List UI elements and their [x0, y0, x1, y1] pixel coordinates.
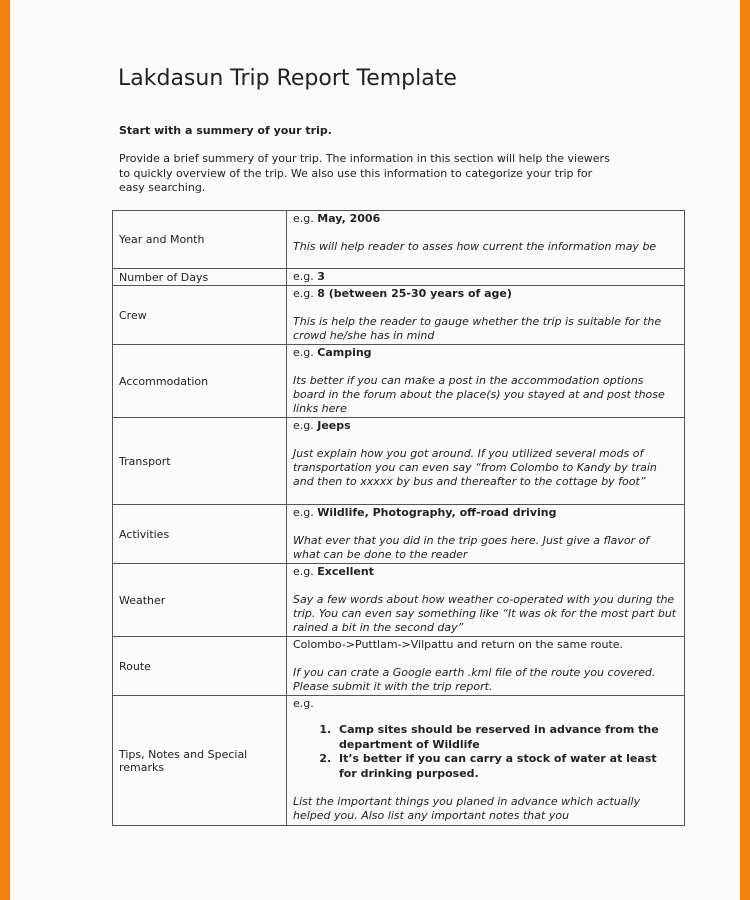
row-label: Weather	[113, 564, 287, 637]
row-label: Transport	[113, 418, 287, 505]
row-label: Route	[113, 637, 287, 696]
row-value	[287, 211, 685, 269]
table-row	[113, 269, 685, 286]
row-label: Tips, Notes and Special remarks	[113, 696, 287, 826]
table-row	[113, 505, 685, 564]
hint-text: This is help the reader to gauge whether the trip is suitable for the crowd he/she has in mind	[293, 315, 662, 342]
example-value: Excellent	[317, 565, 374, 578]
hint-text: This will help reader to asses how current the information may be	[293, 240, 657, 253]
table-row	[113, 696, 685, 826]
example-value: Wildlife, Photography, off-road driving	[317, 506, 557, 519]
table-row	[113, 345, 685, 418]
table-row	[113, 211, 685, 269]
example-value: Camping	[317, 346, 372, 359]
example-prefix: e.g.	[293, 419, 318, 432]
hint-text: Its better if you can make a post in the accommodation options board in the forum about the place(s) you stayed at and post those links here	[293, 374, 665, 415]
row-label: Year and Month	[113, 211, 287, 269]
row-value	[287, 696, 685, 826]
example-prefix: e.g.	[293, 346, 318, 359]
table-row	[113, 418, 685, 505]
example-value: May, 2006	[317, 212, 381, 225]
hint-text: Say a few words about how weather co-operated with you during the trip. You can even say something like “It was ok for the most part but rained a bit in the second day”	[293, 593, 677, 634]
row-label: Accommodation	[113, 345, 287, 418]
example-prefix: e.g.	[293, 697, 314, 710]
row-value	[287, 418, 685, 505]
example-prefix: e.g.	[293, 270, 318, 283]
example-value: 8 (between 25-30 years of age)	[317, 287, 512, 300]
example-value: Jeeps	[317, 419, 351, 432]
row-value	[287, 269, 685, 286]
hint-text: List the important things you planed in advance which actually helped you. Also list any important notes that you	[293, 795, 641, 822]
row-value	[287, 345, 685, 418]
example-prefix: e.g.	[293, 287, 318, 300]
example-prefix: e.g.	[293, 506, 318, 519]
document-title: Lakdasun Trip Report Template	[118, 66, 457, 91]
list-item: 1. Camp sites should be reserved in advance from the department of Wildlife	[335, 723, 678, 752]
left-orange-border	[0, 0, 10, 900]
row-value	[287, 286, 685, 345]
row-label: Activities	[113, 505, 287, 564]
table-row	[113, 286, 685, 345]
trip-report-table	[112, 210, 685, 826]
row-value	[287, 505, 685, 564]
example-value: Colombo->Puttlam->Vilpattu and return on the same route.	[293, 638, 624, 651]
row-value	[287, 637, 685, 696]
row-label: Number of Days	[113, 269, 287, 286]
table-row	[113, 564, 685, 637]
row-value	[287, 564, 685, 637]
hint-text: Just explain how you got around. If you utilized several mods of transportation you can even say “from Colombo to Kandy by train and then to xxxxx by bus and thereafter to the cottage by foot”	[293, 447, 657, 488]
intro-heading: Start with a summery of your trip.	[119, 124, 332, 137]
intro-text: Provide a brief summery of your trip. The information in this section will help the viewers to quickly overview of the trip. We also use this information to categorize your trip for easy searching.	[119, 152, 610, 194]
document-page	[10, 0, 740, 900]
list-item: 2. It’s better if you can carry a stock of water at least for drinking purposed.	[335, 752, 678, 781]
tips-list	[293, 723, 678, 781]
hint-text: What ever that you did in the trip goes here. Just give a flavor of what can be done to the reader	[293, 534, 650, 561]
example-value: 3	[317, 270, 325, 283]
example-prefix: e.g.	[293, 565, 318, 578]
right-orange-border	[740, 0, 750, 900]
table-row	[113, 637, 685, 696]
row-label: Crew	[113, 286, 287, 345]
hint-text: If you can crate a Google earth .kml file of the route you covered. Please submit it with the trip report.	[293, 666, 656, 693]
example-prefix: e.g.	[293, 212, 318, 225]
